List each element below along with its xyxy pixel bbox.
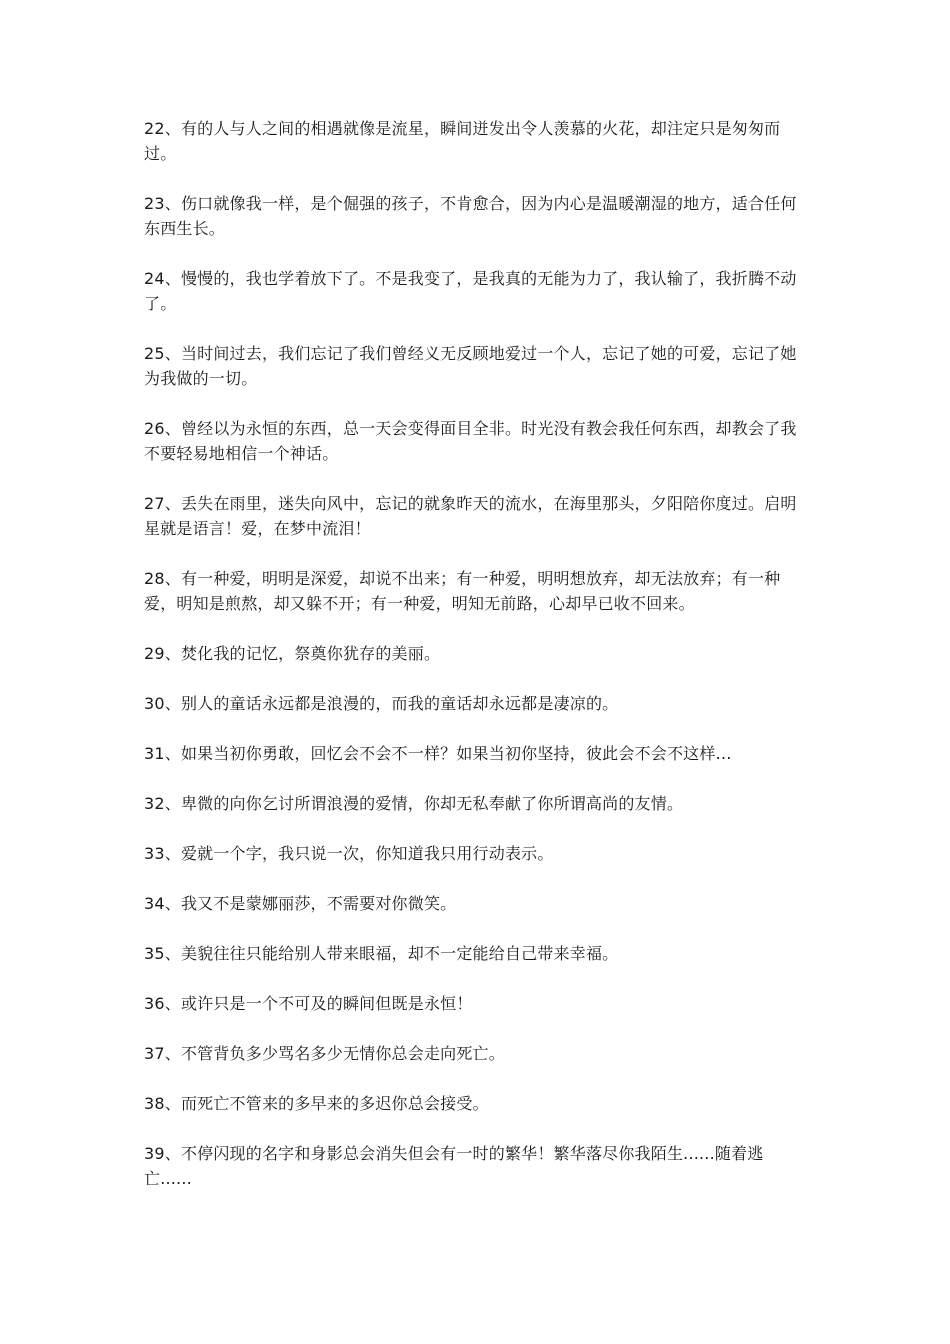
paragraph-34: 34、我又不是蒙娜丽莎，不需要对你微笑。 xyxy=(144,894,457,913)
paragraph-29: 29、焚化我的记忆，祭奠你犹存的美丽。 xyxy=(144,644,441,663)
paragraph-39: 39、不停闪现的名字和身影总会消失但会有一时的繁华！繁华落尽你我陌生......随着逃亡...... xyxy=(144,1144,764,1188)
paragraph-28: 28、有一种爱，明明是深爱，却说不出来；有一种爱，明明想放弃，却无法放弃；有一种爱，明知是煎熬，却又躲不开；有一种爱，明知无前路，心却早已收不回来。 xyxy=(144,569,781,613)
paragraph-27: 27、丢失在雨里，迷失向风中，忘记的就象昨天的流水，在海里那头，夕阳陪你度过。启明星就是语言！爱，在梦中流泪！ xyxy=(144,494,797,538)
paragraph-31: 31、如果当初你勇敢，回忆会不会不一样？如果当初你坚持，彼此会不会不这样… xyxy=(144,744,732,763)
document-body xyxy=(144,116,806,1216)
paragraph-25: 25、当时间过去，我们忘记了我们曾经义无反顾地爱过一个人，忘记了她的可爱，忘记了她为我做的一切。 xyxy=(144,344,797,388)
paragraph-24: 24、慢慢的，我也学着放下了。不是我变了，是我真的无能为力了，我认输了，我折腾不动了。 xyxy=(144,269,797,313)
paragraph-32: 32、卑微的向你乞讨所谓浪漫的爱情，你却无私奉献了你所谓高尚的友情。 xyxy=(144,794,684,813)
paragraph-36: 36、或许只是一个不可及的瞬间但既是永恒！ xyxy=(144,994,473,1013)
paragraph-38: 38、而死亡不管来的多早来的多迟你总会接受。 xyxy=(144,1094,489,1113)
paragraph-23: 23、伤口就像我一样，是个倔强的孩子，不肯愈合，因为内心是温暖潮湿的地方，适合任何东西生长。 xyxy=(144,194,797,238)
paragraph-26: 26、曾经以为永恒的东西，总一天会变得面目全非。时光没有教会我任何东西，却教会了我不要轻易地相信一个神话。 xyxy=(144,419,797,463)
paragraph-22: 22、有的人与人之间的相遇就像是流星，瞬间迸发出令人羡慕的火花，却注定只是匆匆而过。 xyxy=(144,119,781,163)
paragraph-33: 33、爱就一个字，我只说一次，你知道我只用行动表示。 xyxy=(144,844,554,863)
paragraph-30: 30、别人的童话永远都是浪漫的，而我的童话却永远都是凄凉的。 xyxy=(144,694,619,713)
paragraph-35: 35、美貌往往只能给别人带来眼福，却不一定能给自己带来幸福。 xyxy=(144,944,619,963)
paragraph-37: 37、不管背负多少骂名多少无情你总会走向死亡。 xyxy=(144,1044,505,1063)
